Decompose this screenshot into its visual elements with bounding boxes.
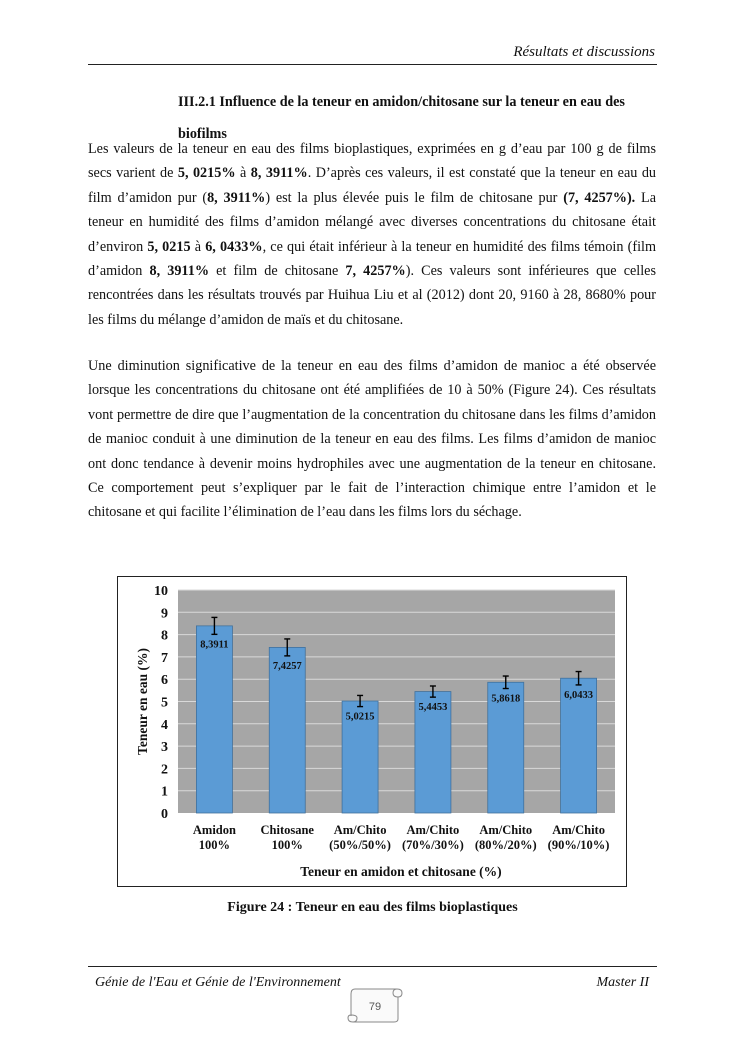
- y-tick-label: 0: [161, 807, 168, 822]
- x-category-label: 100%: [198, 838, 231, 852]
- x-category-label: Am/Chito: [479, 823, 533, 837]
- data-label: 7,4257: [272, 660, 302, 672]
- y-tick-labels: [154, 584, 168, 822]
- x-category-label: (80%/20%): [474, 838, 537, 852]
- data-label: 5,4453: [418, 702, 448, 714]
- running-header: Résultats et discussions: [513, 44, 655, 60]
- y-tick-label: 4: [161, 717, 168, 733]
- data-label: 8,3911: [200, 639, 229, 651]
- bar: [196, 626, 232, 813]
- y-tick-label: 10: [154, 584, 168, 599]
- y-tick-label: 3: [161, 740, 168, 756]
- y-axis-title: Teneur en eau (%): [135, 648, 150, 755]
- y-tick-label: 9: [161, 606, 168, 622]
- x-category-label: Chitosane: [260, 823, 314, 837]
- x-category-label: (90%/10%): [547, 838, 610, 852]
- chart-svg: [118, 577, 626, 886]
- x-category-labels: [193, 823, 610, 852]
- page-number: 79: [368, 1001, 382, 1013]
- x-category-label: Amidon: [192, 823, 236, 837]
- section-heading: III.2.1 Influence de la teneur en amidon/chitosane sur la teneur en eau des biofilms: [178, 94, 625, 142]
- y-tick-label: 8: [161, 628, 168, 644]
- figure-caption: Figure 24 : Teneur en eau des films bioplastiques: [227, 900, 518, 915]
- footer-left: Génie de l'Eau et Génie de l'Environnement: [95, 975, 341, 990]
- paragraph-1: Les valeurs de la teneur en eau des films bioplastiques, exprimées en g d’eau par 100 g de films secs varient de 5, 0215% à 8, 3911%. D’après ces valeurs, il est constaté que la teneur en eau du film d’amidon pur (8, 3911%) est la plus élevée puis le film de chitosane pur (7, 4257%). La teneur en humidité des films d’amidon mélangé avec diverses concentrations du chitosane était d’environ 5, 0215 à 6, 0433%, ce qui était inférieur à la teneur en humidité des films témoin (film d’amidon 8, 3911% et film de chitosane 7, 4257%). Ces valeurs sont inférieures que celles rencontrées dans les résultats trouvés par Huihua Liu et al (2012) dont 20, 9160 à 28, 8680% pour les films du mélange d’amidon de maïs et du chitosane.: [88, 141, 657, 328]
- y-tick-label: 6: [161, 673, 168, 689]
- data-label: 5,0215: [345, 711, 375, 723]
- header-rule: [88, 64, 657, 65]
- x-axis-title: Teneur en amidon et chitosane (%): [300, 864, 502, 879]
- page-number-scroll: [345, 986, 405, 1020]
- x-category-label: 100%: [271, 838, 303, 852]
- y-tick-label: 7: [161, 650, 168, 666]
- x-category-label: (50%/50%): [329, 838, 391, 852]
- footer-right: Master II: [596, 975, 649, 990]
- x-category-label: Am/Chito: [406, 823, 460, 837]
- y-tick-label: 5: [161, 695, 168, 711]
- x-category-label: (70%/30%): [402, 838, 464, 852]
- bar: [269, 647, 305, 813]
- data-label: 6,0433: [564, 689, 594, 701]
- data-label: 5,8618: [491, 693, 521, 705]
- x-category-label: Am/Chito: [333, 823, 387, 837]
- paragraph-2: Une diminution significative de la teneur en eau des films d’amidon de manioc a été observée lorsque les concentrations du chitosane ont été amplifiées de 10 à 50% (Figure 24). Ces résultats vont permettre de dire que l’augmentation de la concentration du chitosane dans les films d’amidon de manioc conduit à une diminution de la teneur en eau des films. Les films d’amidon de manioc ont donc tendance à devenir moins hydrophiles avec une augmentation de la teneur en chitosane. Ce comportement peut s’expliquer par le fait de l’interaction chimique entre l’amidon et le chitosane et qui facilite l’élimination de l’eau dans les films lors du séchage.: [88, 358, 656, 521]
- x-category-label: Am/Chito: [552, 823, 605, 837]
- footer-rule: [88, 966, 657, 967]
- y-tick-label: 2: [161, 762, 168, 778]
- y-tick-label: 1: [161, 784, 168, 800]
- figure-24-chart: [117, 576, 627, 887]
